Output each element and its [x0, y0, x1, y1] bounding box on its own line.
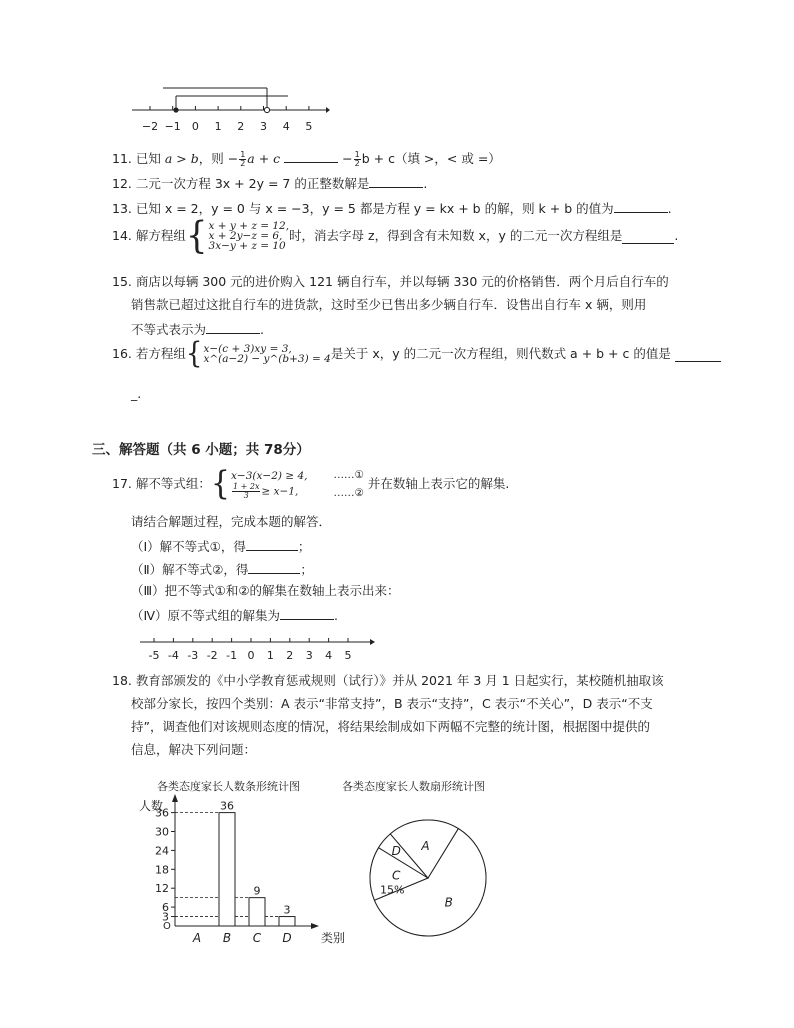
question-14: [112, 214, 679, 258]
q11-expr-left: a + c: [247, 151, 281, 166]
x-axis-arrow-icon: [311, 923, 319, 929]
q14-eq3: 3x−y + z = 10: [208, 240, 286, 252]
q11-fraction-1: $\frac{1}{2}$: [240, 150, 246, 168]
solid-point-minus1: [173, 107, 178, 112]
q13-text: 已知 x = 2，y = 0 与 x = −3，y = 5 都是方程 y = kx + b 的解，则 k + b 的值为: [135, 201, 614, 216]
q17-step-4-tail: .: [334, 608, 339, 623]
question-12: [112, 173, 427, 193]
q17-axis-arrow-icon: [370, 639, 375, 645]
q11-fraction-2: $\frac{1}{2}$: [354, 150, 360, 168]
q14-answer-blank[interactable]: [622, 229, 674, 244]
tick-label-top: −2: [141, 120, 159, 133]
q15-line-1: 商店以每辆 300 元的进价购入 121 辆自行车，并以每辆 330 元的价格销售．两个月后自行车的: [135, 274, 669, 289]
pie-label-A: A: [421, 839, 430, 854]
q18-line-2: 校部分家长，按四个类别：A 表示“非常支持”，B 表示“支持”，C 表示“不关心”，D 表示“不支: [131, 696, 653, 711]
q17-text-2: 并在数轴上表示它的解集.: [367, 476, 510, 491]
y-tick-label: 36: [155, 806, 169, 820]
q17-mark-2: ……②: [333, 487, 364, 499]
q17-step-2-blank[interactable]: [248, 559, 300, 574]
bar-value-label: 3: [283, 903, 291, 917]
top-number-line: [130, 78, 330, 136]
q16-line-2: _.: [131, 386, 142, 401]
q12-number: 12.: [112, 176, 132, 191]
q14-period: .: [674, 228, 679, 243]
y-axis-arrow-icon: [172, 794, 178, 802]
y-tick-label: 12: [155, 882, 169, 896]
q17-step-4: [131, 605, 338, 625]
q16-eq2: x^(a−2) − y^(b+3) = 4: [203, 353, 331, 365]
bar-D: [279, 917, 295, 926]
q18-line-1: 教育部颁发的《中小学教育惩戒规则（试行）》并从 2021 年 3 月 1 日起实行，某校随机抽取该: [135, 673, 664, 688]
q11-text-2: ，则 −: [198, 151, 239, 166]
q17-mark-1: ……①: [333, 469, 364, 481]
q17-number: 17.: [112, 476, 132, 491]
q14-number: 14.: [112, 228, 132, 243]
q17-number-line[interactable]: [138, 632, 378, 666]
tick-label-q17: -2: [206, 649, 218, 662]
q17-step-2-text: （Ⅱ）解不等式②，得: [131, 562, 249, 577]
tick-label-q17: 4: [325, 649, 333, 662]
q15-line-2: 销售款已超过这批自行车的进货款，这时至少已售出多少辆自行车．设售出自行车 x 辆，则用: [131, 297, 647, 312]
tick-label-top: 3: [260, 120, 267, 133]
question-11: [112, 148, 501, 168]
q17-step-2: [131, 559, 313, 579]
category-label: C: [252, 931, 262, 945]
q11-condition: a > b: [164, 151, 199, 166]
y-tick-label: 18: [155, 863, 169, 877]
q16-text-1: 若方程组: [135, 346, 186, 361]
y-tick-label: 24: [155, 844, 169, 858]
q14-eq1: x + y + z = 12,: [208, 220, 290, 232]
tick-label-q17: -5: [148, 649, 160, 662]
bar-C: [249, 898, 265, 926]
q13-answer-blank[interactable]: [614, 198, 668, 213]
bar-value-label: 36: [220, 799, 234, 813]
q12-answer-blank[interactable]: [369, 173, 423, 188]
bar-chart-xlabel: 类别: [321, 931, 346, 945]
q17-ineq2: $\frac{1 + 2x}{3}$ ≥ x−1,: [232, 481, 299, 500]
bar-chart: [135, 776, 360, 948]
q17-brace-icon: {: [210, 464, 230, 503]
q17-ineq1: x−3(x−2) ≥ 4,: [230, 469, 308, 482]
tick-label-q17: 0: [247, 649, 255, 662]
q15-number: 15.: [112, 274, 132, 289]
q14-equation-system: [185, 214, 290, 258]
q17-step-1-tail: ；: [297, 539, 311, 554]
pie-label-D: D: [391, 843, 401, 858]
pie-label-C: C: [392, 868, 401, 883]
q16-brace-icon: {: [185, 337, 203, 371]
q17-step-3: （Ⅲ）把不等式①和②的解集在数轴上表示出来：: [131, 583, 400, 598]
tick-label-q17: -1: [226, 649, 238, 662]
tick-label-q17: 3: [305, 649, 313, 662]
q17-step-4-blank[interactable]: [280, 605, 334, 620]
q16-equation-system: [185, 337, 331, 371]
q14-eq2: x + 2y−z = 6,: [208, 230, 283, 242]
bar-chart-title: 各类态度家长人数条形统计图: [157, 780, 300, 793]
axis-arrow-icon: [326, 107, 330, 113]
q11-answer-blank[interactable]: [284, 148, 338, 163]
q17-step-4-text: （Ⅳ）原不等式组的解集为: [131, 608, 281, 623]
q17-step-2-tail: ；: [300, 562, 313, 577]
q16-eq1: x−(c + 3)xy = 3,: [203, 343, 292, 355]
q18-line-3: 持”，调查他们对该规则态度的情况，将结果绘制成如下两幅不完整的统计图，根据图中提供的: [131, 719, 650, 734]
category-label: D: [282, 931, 292, 945]
tick-label-q17: 5: [344, 649, 352, 662]
pie-percent-C: 15%: [379, 883, 405, 897]
q14-text-1: 解方程组: [135, 228, 186, 243]
q15-answer-blank[interactable]: [206, 319, 260, 334]
bar-chart-ylabel: 人数: [139, 799, 164, 813]
q11-number: 11.: [112, 151, 132, 166]
category-label: B: [222, 931, 232, 945]
q15-line-3-text: 不等式表示为: [131, 322, 207, 337]
tick-label-top: 5: [305, 120, 313, 133]
tick-label-top: 0: [191, 120, 199, 133]
q16-number: 16.: [112, 346, 132, 361]
q17-step-1: [131, 536, 310, 556]
q15-line-3: [131, 319, 264, 339]
y-tick-label: 6: [162, 901, 169, 915]
tick-label-q17: 2: [286, 649, 294, 662]
q16-answer-blank[interactable]: [675, 347, 721, 362]
q13-period: .: [667, 201, 672, 216]
question-16: [112, 337, 721, 371]
question-15: [112, 273, 669, 291]
q11-expr-right: b + c（填 >，< 或 =）: [361, 151, 501, 166]
bar-chart-origin: O: [163, 921, 171, 932]
q15-period: .: [260, 322, 264, 337]
q11-minus: −: [342, 151, 353, 166]
q16-text-2: 是关于 x，y 的二元一次方程组，则代数式 a + b + c 的值是: [330, 346, 671, 361]
question-17: [112, 466, 509, 502]
y-tick-label: 3: [162, 910, 169, 924]
tick-label-top: 4: [282, 120, 290, 133]
hollow-point-3: [264, 107, 269, 112]
tick-label-q17: -4: [167, 649, 179, 662]
tick-label-q17: -3: [187, 649, 199, 662]
q17-intro: 请结合解题过程，完成本题的解答．: [131, 514, 332, 529]
tick-label-q17: 1: [266, 649, 274, 662]
bar-value-label: 9: [253, 884, 261, 898]
y-tick-label: 30: [155, 825, 169, 839]
q11-text-1: 已知: [135, 151, 161, 166]
q14-brace-icon: {: [185, 214, 208, 258]
q14-text-2: 时，消去字母 z，得到含有未知数 x，y 的二元一次方程组是: [289, 228, 623, 243]
q17-text-1: 解不等式组：: [135, 476, 211, 491]
category-label: A: [192, 931, 202, 945]
question-18: [112, 672, 664, 690]
q12-period: .: [423, 176, 428, 191]
tick-label-top: 2: [237, 120, 245, 133]
q17-step-1-blank[interactable]: [246, 536, 298, 551]
q18-number: 18.: [112, 673, 132, 688]
pie-label-B: B: [444, 895, 453, 910]
section-3-title: 三、解答题（共 6 小题；共 78分）: [92, 442, 310, 458]
q18-line-4: 信息，解决下列问题：: [131, 742, 257, 757]
q17-step-1-text: （Ⅰ）解不等式①，得: [131, 539, 246, 554]
q12-text: 二元一次方程 3x + 2y = 7 的正整数解是: [135, 176, 370, 191]
pie-chart: [340, 776, 520, 948]
tick-label-top: −1: [164, 120, 181, 133]
bar-B: [219, 813, 235, 926]
pie-chart-title: 各类态度家长人数扇形统计图: [342, 780, 485, 793]
q13-number: 13.: [112, 201, 132, 216]
q17-inequality-system: [210, 464, 308, 503]
tick-label-top: 1: [214, 120, 222, 133]
